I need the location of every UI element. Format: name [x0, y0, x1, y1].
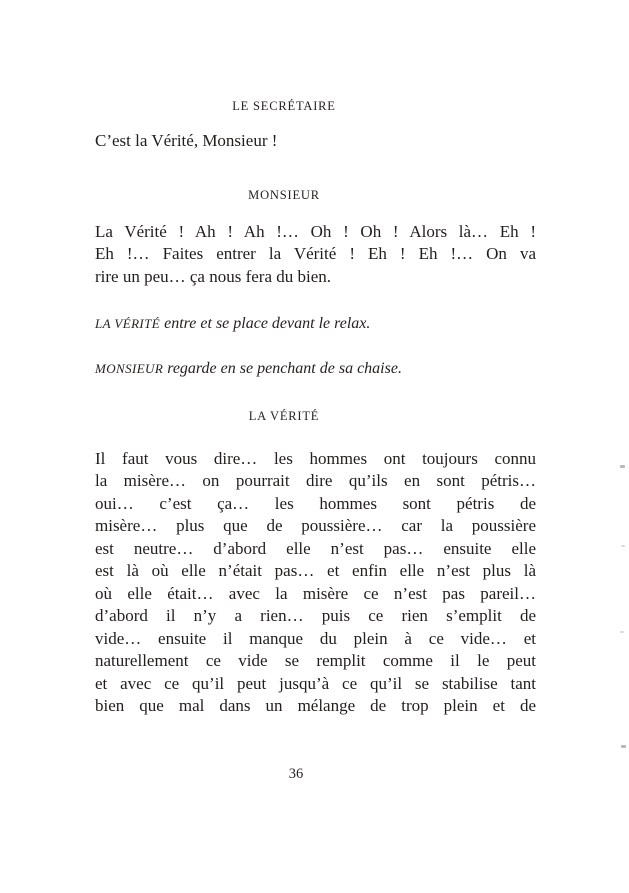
speech-line: où elle était… avec la misère ce n’est pas pareil…: [95, 583, 536, 603]
stage-direction-speaker: MONSIEUR: [95, 361, 164, 376]
scan-speck: [621, 745, 626, 748]
stage-direction-text: regarde en se penchant de sa chaise.: [163, 360, 402, 377]
speech-line: la misère… on pourrait dire qu’ils en sont pétris…: [95, 471, 536, 491]
monsieur-speech: [95, 221, 536, 288]
speaker-heading-verite: LA VÉRITÉ: [248, 409, 320, 423]
stage-direction: [95, 315, 536, 333]
scan-speck: [620, 465, 625, 468]
verite-speech: [95, 448, 536, 717]
stage-direction-text: entre et se place devant le relax.: [160, 315, 371, 332]
speech-line: est là où elle n’était pas… et enfin elle n’est plus là: [95, 561, 536, 581]
speech-line: Il faut vous dire… les hommes ont toujours connu: [95, 449, 536, 468]
speech-line: rire un peu… ça nous fera du bien.: [95, 266, 332, 286]
stage-direction: [95, 360, 536, 378]
speech-line: misère… plus que de poussière… car la poussière: [95, 516, 536, 536]
speech-line: oui… c’est ça… les hommes sont pétris de: [95, 493, 536, 513]
page-number: 36: [288, 766, 304, 782]
speech-line: bien que mal dans un mélange de trop plein et de: [95, 695, 536, 715]
speech-line: est neutre… d’abord elle n’est pas… ensuite elle: [95, 538, 536, 558]
speech-line: vide… ensuite il manque du plein à ce vide… et: [95, 628, 536, 648]
scan-speck: [620, 631, 624, 633]
scan-speck: [621, 545, 625, 547]
secretaire-dialogue-line: C’est la Vérité, Monsieur !: [95, 131, 278, 150]
speaker-heading-secretaire: LE SECRÉTAIRE: [232, 99, 336, 113]
speech-line: naturellement ce vide se remplit comme il le peut: [95, 651, 536, 671]
speech-line: d’abord il n’y a rien… puis ce rien s’emplit de: [95, 606, 536, 626]
speech-line: et avec ce qu’il peut jusqu’à ce qu’il se stabilise tant: [95, 673, 536, 693]
stage-direction-speaker: LA VÉRITÉ: [95, 316, 161, 331]
speech-line: Eh !… Faites entrer la Vérité ! Eh ! Eh !… On va: [95, 244, 536, 264]
speech-line: La Vérité ! Ah ! Ah !… Oh ! Oh ! Alors là… Eh !: [95, 222, 536, 241]
speaker-heading-monsieur: MONSIEUR: [248, 188, 320, 202]
